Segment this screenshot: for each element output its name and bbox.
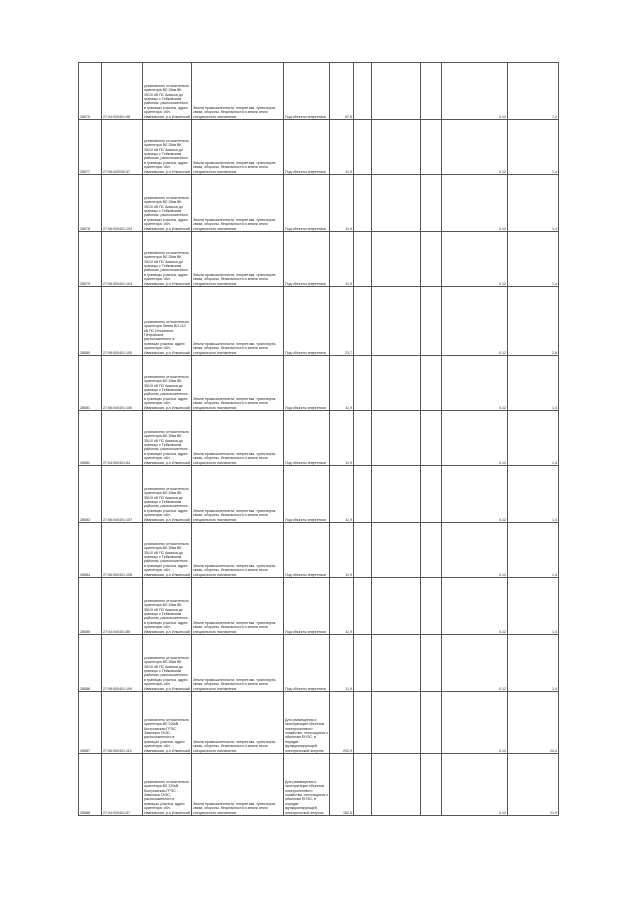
rate-value: 0,12 [442, 175, 508, 232]
empty-cell [354, 754, 372, 816]
row-id: 28583 [79, 466, 102, 523]
area-value: 11,9 [330, 523, 354, 578]
area-value: 23,7 [330, 287, 354, 356]
cadastral-number: 27:06:000401:110 [102, 692, 143, 754]
empty-cell [354, 692, 372, 754]
rate-value: 0,12 [442, 692, 508, 754]
empty-cell [372, 692, 421, 754]
land-category: Земли промышленности, энергетики, транспорта, связи, обороны, безопасности и земли иного специального назначения [192, 466, 284, 523]
table-row [79, 175, 559, 232]
cadastral-value: 1,4 [508, 523, 559, 578]
land-category: Земли промышленности, энергетики, транспорта, связи, обороны, безопасности и земли иного специального назначения [192, 356, 284, 411]
cadastral-value: 1,4 [508, 175, 559, 232]
location-description: установлено относительно ориентира ВЛ-35кв ВК 35/10 кВ ПС Амалка до границы с Тейковским районом, расположенного в границах участка. адрес ориентира: обл. Ивановская, р-н Ильинский [143, 120, 192, 175]
location-description: установлено относительно ориентира ВЛ-35кв ВК 35/10 кВ ПС Амалка до границы с Тейковским районом, расположенного в границах участка. адрес ориентира: обл. Ивановская, р-н Ильинский [143, 175, 192, 232]
cadastral-number: 27:06:000401:107 [102, 466, 143, 523]
empty-cell [421, 120, 442, 175]
cadastral-number: 27:06:000401:103 [102, 175, 143, 232]
land-category: Земли промышленности, энергетики, транспорта, связи, обороны, безопасности и земли иного специального назначения [192, 578, 284, 635]
table-row [79, 635, 559, 692]
permitted-use: Под объекты энергетики [284, 523, 330, 578]
empty-cell [421, 523, 442, 578]
cadastral-value: 24,4 [508, 692, 559, 754]
location-description: установлено относительно ориентира ВЛ-35кв ВК 35/10 кВ ПС Амалка до границы с Тейковским районом, расположенного в границах участка. адрес ориентира: обл. Ивановская, р-н Ильинский [143, 635, 192, 692]
cadastral-value: 1,4 [508, 578, 559, 635]
permitted-use: Для размещения и эксплуатации объектов электросетевого хозяйства, относящихся к объектам ЕНЭС, в порядке функционирующей электрической энергии [284, 692, 330, 754]
empty-cell [372, 175, 421, 232]
area-value: 11,9 [330, 411, 354, 466]
empty-cell [421, 232, 442, 287]
empty-cell [421, 578, 442, 635]
row-id: 28586 [79, 635, 102, 692]
location-description: установлено относительно ориентира ВЛ-35кв ВК 35/10 кВ ПС Амалка до границы с Тейковским районом, расположенного в границах участка. адрес ориентира: обл. Ивановская, р-н Ильинский [143, 578, 192, 635]
empty-cell [372, 356, 421, 411]
row-id: 28587 [79, 692, 102, 754]
empty-cell [354, 635, 372, 692]
table-row [79, 63, 559, 120]
land-category: Земли промышленности, энергетики, транспорта, связи, обороны, безопасности и земли иного специального назначения [192, 232, 284, 287]
row-id: 28585 [79, 578, 102, 635]
land-category: Земли промышленности, энергетики, транспорта, связи, обороны, безопасности и земли иного специального назначения [192, 635, 284, 692]
table-row [79, 356, 559, 411]
land-category: Земли промышленности, энергетики, транспорта, связи, обороны, безопасности и земли иного специального назначения [192, 175, 284, 232]
empty-cell [372, 232, 421, 287]
rate-value: 0,12 [442, 356, 508, 411]
cadastral-value: 1,4 [508, 120, 559, 175]
empty-cell [372, 287, 421, 356]
empty-cell [354, 466, 372, 523]
row-id: 28575 [79, 63, 102, 120]
cadastral-number: 27:06:000401:106 [102, 356, 143, 411]
empty-cell [372, 411, 421, 466]
rate-value: 0,12 [442, 232, 508, 287]
area-value: 11,9 [330, 466, 354, 523]
empty-cell [421, 635, 442, 692]
location-description: установлено относительно ориентира ВЛ-35кв ВК 35/10 кВ ПС Амалка до границы с Тейковским районом, расположенного в границах участка. адрес ориентира: обл. Ивановская, р-н Ильинский [143, 523, 192, 578]
permitted-use: Под объекты энергетики [284, 63, 330, 120]
rate-value: 0,12 [442, 523, 508, 578]
land-category: Земли промышленности, энергетики, транспорта, связи, обороны, безопасности и земли иного специального назначения [192, 120, 284, 175]
empty-cell [421, 287, 442, 356]
land-category: Земли промышленности, энергетики, транспорта, связи, обороны, безопасности и земли иного специального назначения [192, 754, 284, 816]
area-value: 57,6 [330, 63, 354, 120]
rate-value: 0,12 [442, 287, 508, 356]
cadastral-number: 27:04:000401:98 [102, 63, 143, 120]
permitted-use: Под объекты энергетики [284, 120, 330, 175]
location-description: установлено относительно ориентира ВЛ-35кв ВК 35/10 кВ ПС Амалка до границы с Тейковским районом, расположенного в границах участка. адрес ориентира: обл. Ивановская, р-н Ильинский [143, 411, 192, 466]
empty-cell [372, 635, 421, 692]
rate-value: 0,12 [442, 466, 508, 523]
cadastral-value: 1,4 [508, 232, 559, 287]
permitted-use: Под объекты энергетики [284, 287, 330, 356]
land-category: Земли промышленности, энергетики, транспорта, связи, обороны, безопасности и земли иного специального назначения [192, 411, 284, 466]
table-row [79, 287, 559, 356]
empty-cell [372, 466, 421, 523]
cadastral-number: 27:06:000401:105 [102, 287, 143, 356]
area-value: 202,9 [330, 692, 354, 754]
rate-value: 0,12 [442, 635, 508, 692]
empty-cell [421, 356, 442, 411]
permitted-use: Под объекты энергетики [284, 635, 330, 692]
empty-cell [421, 63, 442, 120]
table-row [79, 692, 559, 754]
empty-cell [421, 411, 442, 466]
area-value: 11,9 [330, 578, 354, 635]
permitted-use: Под объекты энергетики [284, 175, 330, 232]
location-description: установлено относительно ориентира ВЛ 220кВ Костромская ГРЭС - Заволжск ГАЭС, расположенного в границах участка. адрес ориентира: обл. Ивановская, р-н Ильинский [143, 692, 192, 754]
area-value: 11,9 [330, 120, 354, 175]
empty-cell [421, 754, 442, 816]
empty-cell [372, 120, 421, 175]
empty-cell [372, 63, 421, 120]
cadastral-value: 1,4 [508, 356, 559, 411]
cadastral-number: 27:06:000401:108 [102, 523, 143, 578]
empty-cell [354, 175, 372, 232]
cadastral-value: 21,9 [508, 754, 559, 816]
empty-cell [354, 411, 372, 466]
cadastral-number: 27:04:000401:84 [102, 411, 143, 466]
row-id: 28581 [79, 356, 102, 411]
empty-cell [354, 523, 372, 578]
cadastral-number: 27:06:000401:109 [102, 635, 143, 692]
cadastral-value: 1,4 [508, 411, 559, 466]
table-row [79, 411, 559, 466]
row-id: 28582 [79, 411, 102, 466]
permitted-use: Под объекты энергетики [284, 411, 330, 466]
area-value: 11,9 [330, 635, 354, 692]
land-category: Земли промышленности, энергетики, транспорта, связи, обороны, безопасности и земли иного специального назначения [192, 287, 284, 356]
cadastral-value: 1,4 [508, 466, 559, 523]
empty-cell [354, 120, 372, 175]
location-description: установлено относительно ориентира ВЛ-35кв ВК 35/10 кВ ПС Амалка до границы с Тейковским районом, расположенного в границах участка. адрес ориентира: обл. Ивановская, р-н Ильинский [143, 232, 192, 287]
area-value: 11,9 [330, 232, 354, 287]
empty-cell [421, 692, 442, 754]
empty-cell [354, 232, 372, 287]
location-description: установлено относительно ориентира ВЛ-35кв ВК 35/10 кВ ПС Амалка до границы с Тейковским районом, расположенного в границах участка. адрес ориентира: обл. Ивановская, р-н Ильинский [143, 466, 192, 523]
permitted-use: Под объекты энергетики [284, 232, 330, 287]
area-value: 11,9 [330, 175, 354, 232]
cadastral-value: 1,4 [508, 635, 559, 692]
table-row [79, 466, 559, 523]
row-id: 28579 [79, 232, 102, 287]
permitted-use: Под объекты энергетики [284, 578, 330, 635]
table-row [79, 232, 559, 287]
land-category: Земли промышленности, энергетики, транспорта, связи, обороны, безопасности и земли иного специального назначения [192, 523, 284, 578]
permitted-use: Под объекты энергетики [284, 356, 330, 411]
cadastral-number: 27:04:000401:87 [102, 754, 143, 816]
rate-value: 0,12 [442, 120, 508, 175]
rate-value: 0,12 [442, 578, 508, 635]
rate-value: 0,12 [442, 411, 508, 466]
location-description: установлено относительно ориентира ВЛ 220кВ Костромская ГРЭС - Заволжск ГАЭС, расположенного в границах участка. адрес ориентира: обл. Ивановская, р-н Ильинский [143, 754, 192, 816]
cadastral-number: 27:04:000401:85 [102, 578, 143, 635]
table-row [79, 523, 559, 578]
row-id: 28588 [79, 754, 102, 816]
row-id: 28577 [79, 120, 102, 175]
table-row [79, 120, 559, 175]
area-value: 182,6 [330, 754, 354, 816]
location-description: установлено относительно ориентира ВЛ-35кв ВК 35/10 кВ ПС Амалка до границы с Тейковским районом, расположенного в границах участка. адрес ориентира: обл. Ивановская, р-н Ильинский [143, 63, 192, 120]
cadastral-number: 27:06:000000:37 [102, 120, 143, 175]
cadastral-value: 2,8 [508, 287, 559, 356]
table-row [79, 578, 559, 635]
empty-cell [372, 523, 421, 578]
empty-cell [372, 754, 421, 816]
row-id: 28584 [79, 523, 102, 578]
permitted-use: Под объекты энергетики [284, 466, 330, 523]
row-id: 28578 [79, 175, 102, 232]
area-value: 11,9 [330, 356, 354, 411]
land-plots-table [78, 62, 559, 816]
empty-cell [372, 578, 421, 635]
location-description: установлено относительно ориентира ВЛ-35кв ВК 35/10 кВ ПС Амалка до границы с Тейковским районом, расположенного в границах участка. адрес ориентира: обл. Ивановская, р-н Ильинский [143, 356, 192, 411]
land-category: Земли промышленности, энергетики, транспорта, связи, обороны, безопасности и земли иного специального назначения [192, 692, 284, 754]
permitted-use: Для размещения и эксплуатации объектов электросетевого хозяйства, относящихся к объектам ЕНЭС, в порядке функционирующей электрической энергии [284, 754, 330, 816]
empty-cell [354, 63, 372, 120]
rate-value: 0,12 [442, 754, 508, 816]
table-row [79, 754, 559, 816]
empty-cell [354, 578, 372, 635]
location-description: установлено относительно ориентира Линия ВЛ-110 кВ ПС Ильинское-Петровское, расположенного в границах участка. адрес ориентира: обл. Ивановская, р-н Ильинский [143, 287, 192, 356]
rate-value: 0,12 [442, 63, 508, 120]
empty-cell [354, 356, 372, 411]
cadastral-value: 7,2 [508, 63, 559, 120]
empty-cell [421, 175, 442, 232]
land-category: Земли промышленности, энергетики, транспорта, связи, обороны, безопасности и земли иного специального назначения [192, 63, 284, 120]
empty-cell [421, 466, 442, 523]
row-id: 28580 [79, 287, 102, 356]
cadastral-number: 27:06:000401:104 [102, 232, 143, 287]
empty-cell [354, 287, 372, 356]
